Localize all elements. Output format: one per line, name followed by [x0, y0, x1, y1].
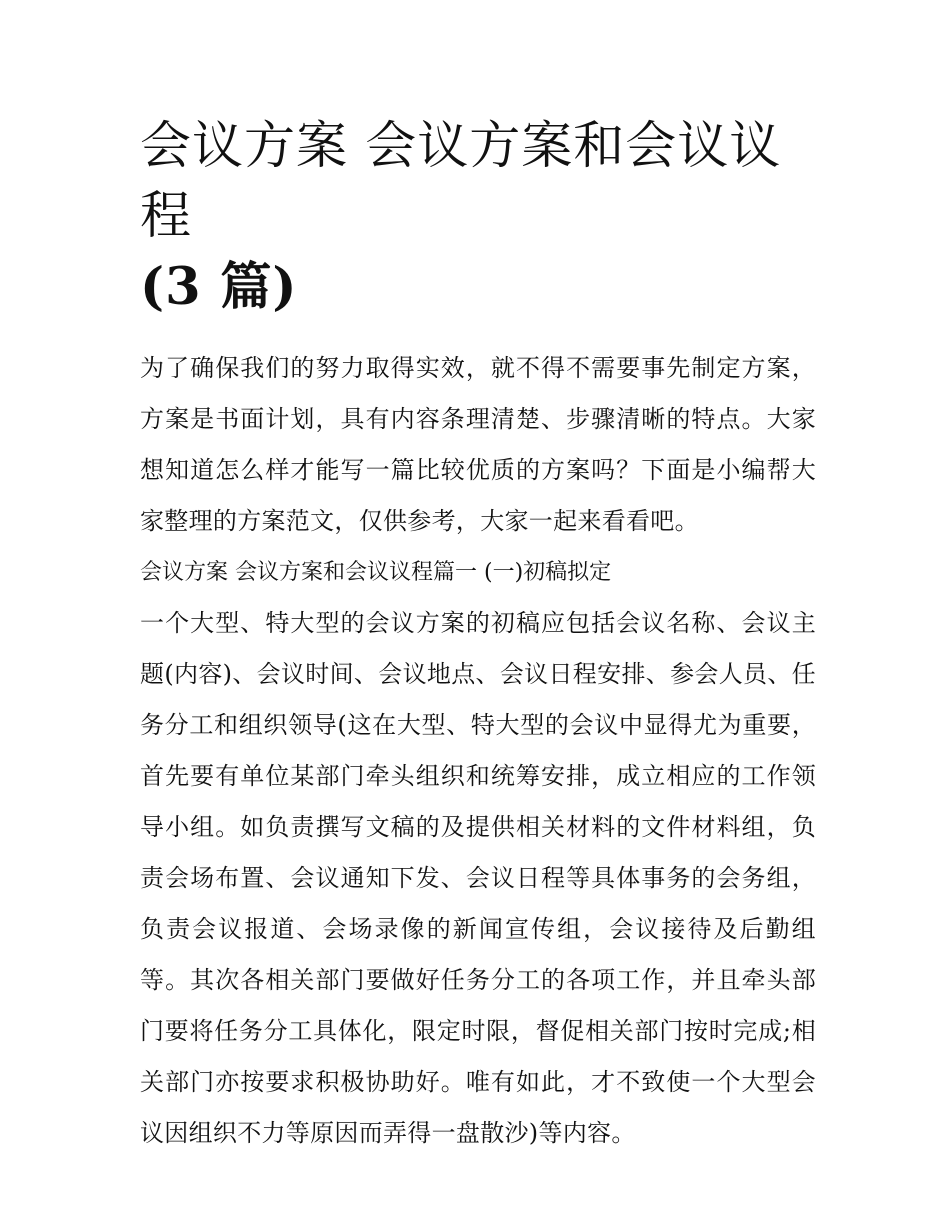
document-title	[140, 112, 816, 323]
intro-paragraph: 为了确保我们的努力取得实效，就不得不需要事先制定方案，方案是书面计划，具有内容条理清楚、步骤清晰的特点。大家想知道怎么样才能写一篇比较优质的方案吗？下面是小编帮大家整理的方案范文，仅供参考，大家一起来看看吧。	[140, 354, 816, 535]
document-page	[140, 112, 816, 1159]
title-line-2: (3 篇)	[140, 257, 298, 317]
title-line-1: 会议方案 会议方案和会议议程	[140, 117, 782, 246]
body-paragraph: 一个大型、特大型的会议方案的初稿应包括会议名称、会议主题(内容)、会议时间、会议地点、会议日程安排、参会人员、任务分工和组织领导(这在大型、特大型的会议中显得尤为重要，首先要有单位某部门牵头组织和统筹安排，成立相应的工作领导小组。如负责撰写文稿的及提供相关材料的文件材料组，负责会场布置、会议通知下发、会议日程等具体事务的会务组，负责会议报道、会场录像的新闻宣传组，会议接待及后勤组等。其次各相关部门要做好任务分工的各项工作，并且牵头部门要将任务分工具体化，限定时限，督促相关部门按时完成;相关部门亦按要求积极协助好。唯有如此，才不致使一个大型会议因组织不力等原因而弄得一盘散沙)等内容。	[140, 609, 816, 1147]
section-heading: 会议方案 会议方案和会议议程篇一 (一)初稿拟定	[140, 560, 612, 585]
